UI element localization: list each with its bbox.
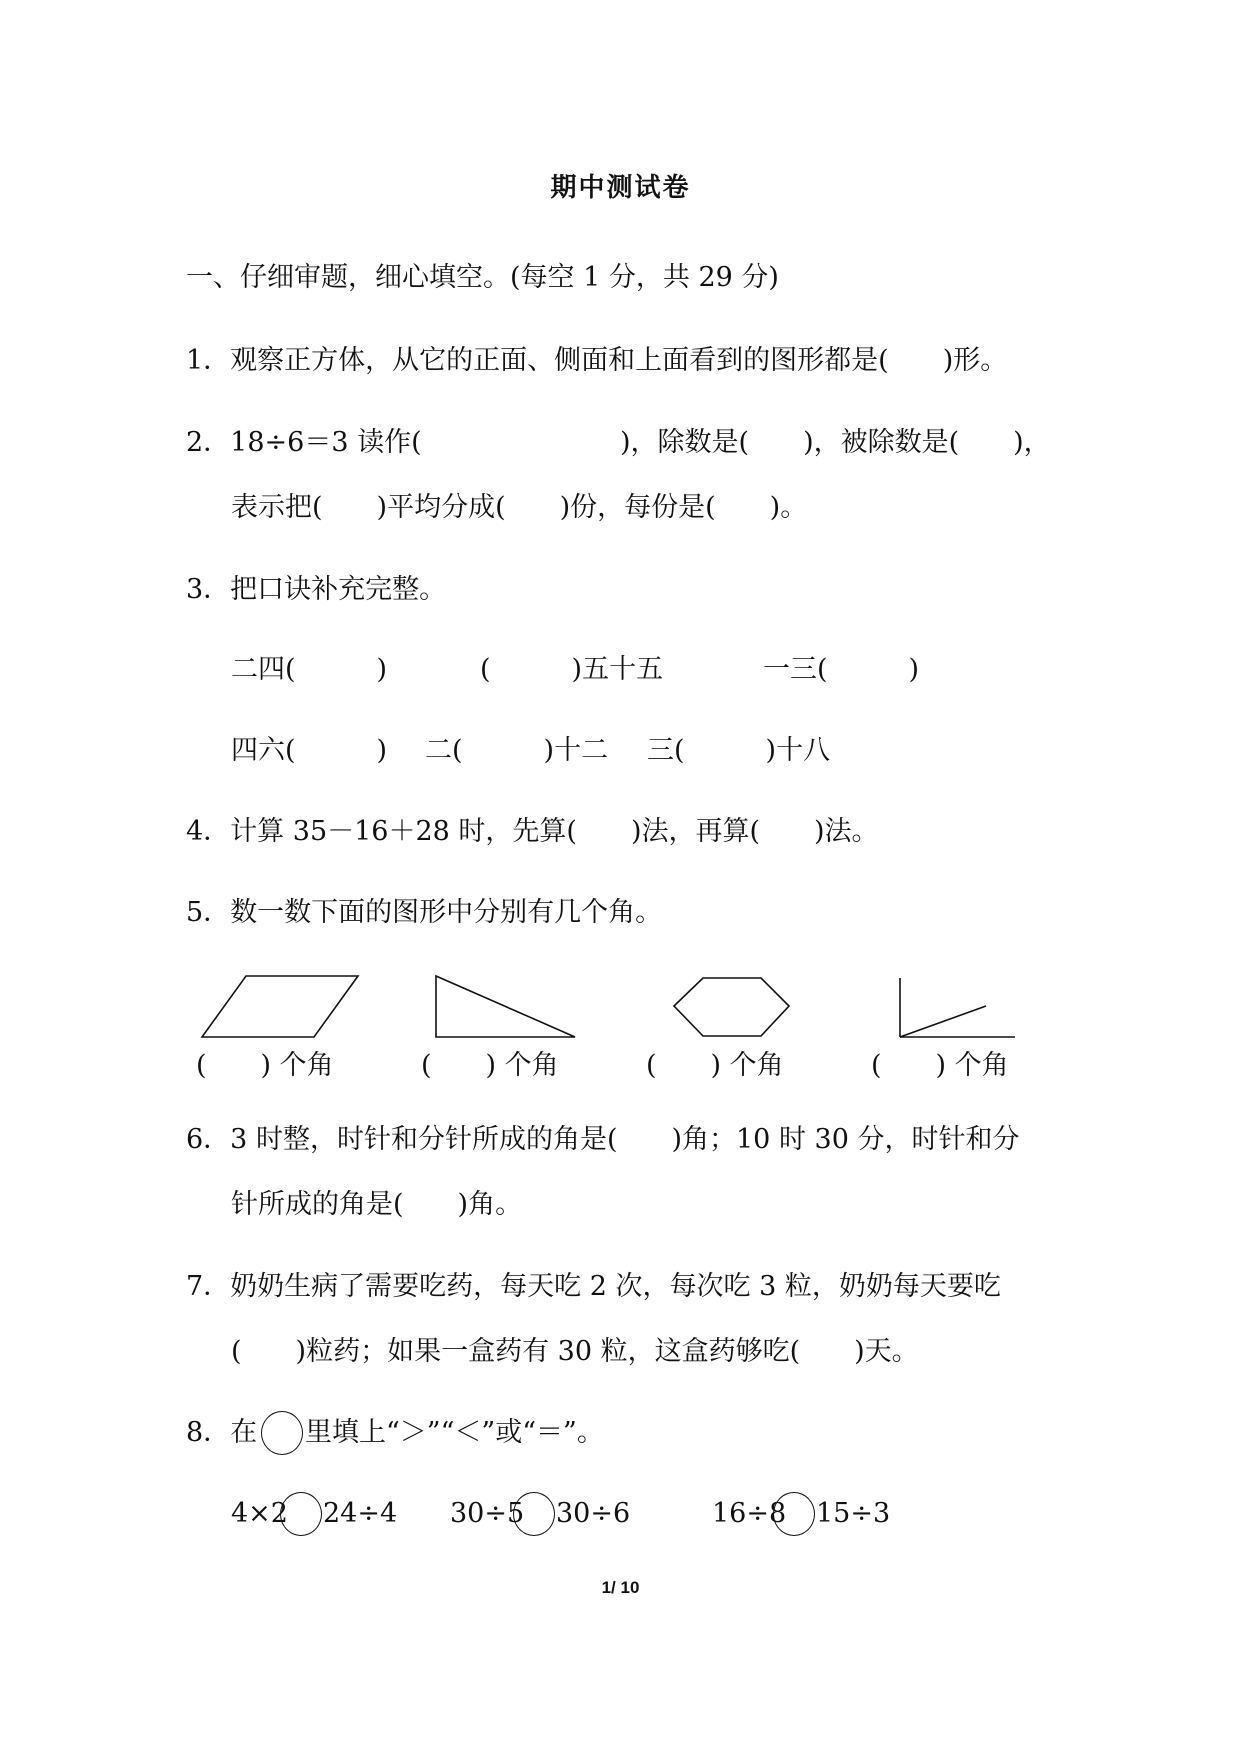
angle-shape	[900, 978, 1015, 1037]
question-4: 4．计算 35－16＋28 时，先算( )法，再算( )法。	[186, 816, 879, 847]
question-3-prompt: 3．把口诀补充完整。	[186, 574, 447, 605]
q5-answer-2: ( ) 个角	[421, 1050, 559, 1081]
parallelogram-shape	[202, 976, 358, 1037]
compare-circle	[261, 1411, 303, 1455]
q8-item3-blank-circle[interactable]	[773, 1492, 815, 1536]
question-2-line2: 表示把( )平均分成( )份，每份是( )。	[231, 492, 808, 523]
question-7-line1: 7．奶奶生病了需要吃药，每天吃 2 次，每次吃 3 粒，奶奶每天要吃	[186, 1271, 1001, 1302]
question-6-line2: 针所成的角是( )角。	[231, 1189, 523, 1220]
hexagon-shape	[674, 978, 789, 1036]
page-title: 期中测试卷	[550, 173, 691, 203]
section-heading: 一、仔细审题，细心填空。(每空 1 分，共 29 分)	[186, 262, 779, 293]
q3-row1-item1: 二四( )	[231, 654, 388, 685]
right-triangle-shape	[436, 976, 575, 1037]
question-2-line1b: )，除数是( )，被除数是( )，	[620, 427, 1051, 458]
question-6-line1: 6．3 时整，时针和分针所成的角是( )角；10 时 30 分，时针和分	[186, 1124, 1020, 1155]
q5-answer-1: ( ) 个角	[196, 1050, 334, 1081]
q8-item3-left: 16÷8	[712, 1498, 787, 1529]
q3-row1-item3: 一三( )	[763, 654, 920, 685]
q3-row2-item2: 二( )十二	[425, 735, 609, 766]
q8-item2-right: 30÷6	[556, 1498, 631, 1529]
question-8-prompt-a: 8．在	[186, 1417, 258, 1448]
q5-answer-4: ( ) 个角	[871, 1050, 1009, 1081]
question-2-line1a: 2．18÷6＝3 读作(	[186, 427, 422, 458]
q8-item3-right: 15÷3	[816, 1498, 891, 1529]
q3-row2-item3: 三( )十八	[647, 735, 831, 766]
question-7-line2: ( )粒药；如果一盒药有 30 粒，这盒药够吃( )天。	[231, 1336, 919, 1367]
q8-item1-blank-circle[interactable]	[280, 1492, 322, 1536]
q5-answer-3: ( ) 个角	[646, 1050, 784, 1081]
question-1: 1．观察正方体，从它的正面、侧面和上面看到的图形都是( )形。	[186, 345, 1008, 376]
q3-row1-item2: ( )五十五	[480, 654, 664, 685]
page-number: 1/ 10	[601, 1578, 640, 1597]
q3-row2-item1: 四六( )	[231, 735, 388, 766]
q8-item1-right: 24÷4	[323, 1498, 398, 1529]
question-5-prompt: 5．数一数下面的图形中分别有几个角。	[186, 897, 663, 928]
q8-item1-left: 4×2	[231, 1498, 288, 1529]
q8-item2-blank-circle[interactable]	[513, 1492, 555, 1536]
question-8-prompt-b: 里填上“＞”“＜”或“＝”。	[305, 1417, 604, 1448]
q8-item2-left: 30÷5	[450, 1498, 525, 1529]
